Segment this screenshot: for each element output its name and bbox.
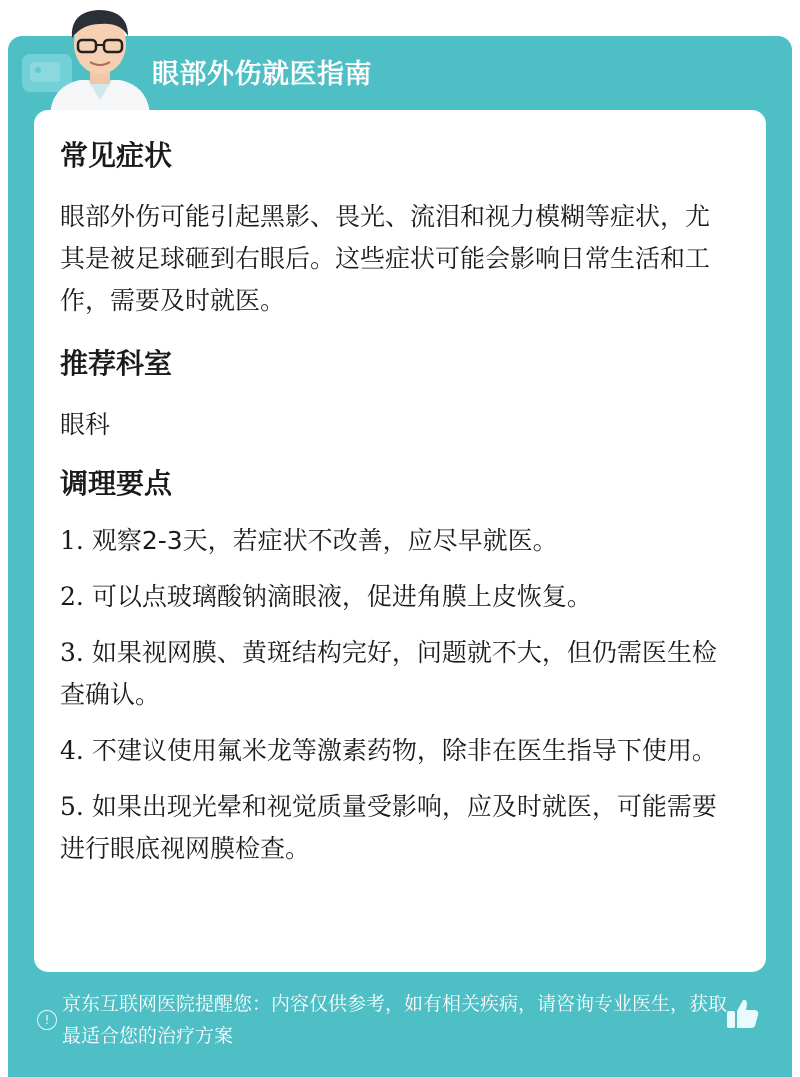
list-item — [60, 632, 732, 716]
list-item-text: 观察2-3天，若症状不改善，应尽早就医。 — [91, 526, 558, 555]
list-item-number: 5. — [60, 792, 84, 821]
list-item-number: 2. — [60, 582, 84, 611]
care-heading: 调理要点 — [60, 467, 173, 500]
info-icon: ! — [37, 1010, 57, 1030]
doctor-avatar — [40, 0, 160, 115]
department-heading: 推荐科室 — [60, 347, 173, 380]
list-item — [60, 520, 732, 562]
list-item-text: 如果视网膜、黄斑结构完好，问题就不大，但仍需医生检查确认。 — [60, 638, 717, 709]
thumb-up-icon[interactable] — [724, 996, 760, 1032]
list-item-number: 1. — [60, 526, 84, 555]
page-title: 眼部外伤就医指南 — [152, 59, 372, 90]
list-item-number: 4. — [60, 736, 84, 765]
list-item — [60, 730, 732, 772]
list-item-text: 可以点玻璃酸钠滴眼液，促进角膜上皮恢复。 — [91, 582, 592, 611]
list-item-number: 3. — [60, 638, 84, 667]
list-item-text: 不建议使用氟米龙等激素药物，除非在医生指导下使用。 — [91, 736, 717, 765]
symptoms-heading: 常见症状 — [60, 139, 173, 172]
list-item — [60, 576, 732, 618]
department-text: 眼科 — [60, 410, 111, 439]
content-card — [34, 110, 766, 972]
symptoms-text: 眼部外伤可能引起黑影、畏光、流泪和视力模糊等症状，尤其是被足球砸到右眼后。这些症状可能会影响日常生活和工作，需要及时就医。 — [60, 202, 711, 315]
list-item-text: 如果出现光晕和视觉质量受影响，应及时就医，可能需要进行眼底视网膜检查。 — [60, 792, 717, 863]
list-item — [60, 786, 732, 870]
footer-disclaimer: 京东互联网医院提醒您：内容仅供参考，如有相关疾病，请咨询专业医生，获取最适合您的治疗方案 — [62, 993, 728, 1047]
